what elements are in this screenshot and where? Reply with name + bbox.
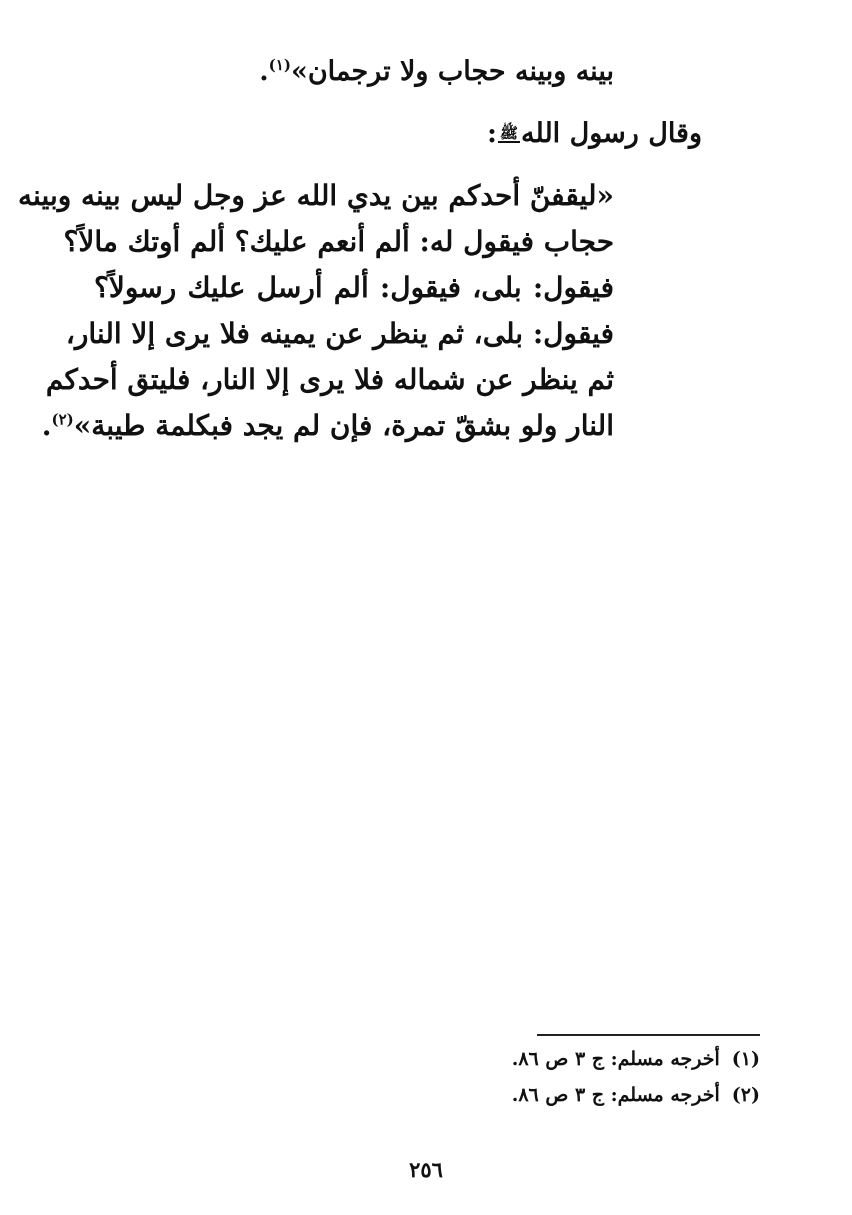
footnote-2	[512, 1086, 760, 1105]
footnote-1-text: أخرجه مسلم: ج ٣ ص ٨٦.	[511, 1048, 720, 1070]
hadith-line-1: «ليقفنّ أحدكم بين يدي الله عز وجل ليس بينه وبينه	[18, 179, 614, 212]
hadith-line-5: ثم ينظر عن شماله فلا يرى إلا النار، فليتق أحدكم	[45, 363, 614, 396]
hadith-line-6-text: النار ولو بشقّ تمرة، فإن لم يجد فبكلمة طيبة»	[73, 409, 614, 442]
hadith-intro	[487, 120, 702, 147]
intro-text: وقال رسول الله	[521, 118, 702, 149]
continuation-period: .	[259, 56, 269, 87]
continuation-line	[259, 58, 614, 85]
honorific-glyph: ﷺ	[499, 124, 519, 142]
footnote-1-number: (١)	[731, 1048, 760, 1070]
hadith-line-6	[41, 403, 614, 449]
footnote-2-text: أخرجه مسلم: ج ٣ ص ٨٦.	[511, 1084, 720, 1106]
hadith-line-4: فيقول: بلى، ثم ينظر عن يمينه فلا يرى إلا النار،	[65, 317, 614, 350]
hadith-line-2: حجاب فيقول له: ألم أنعم عليك؟ ألم أوتك مالاً؟	[63, 225, 614, 258]
page-number: ٢٥٦	[409, 1157, 443, 1182]
continuation-text: بينه وبينه حجاب ولا ترجمان»	[290, 56, 614, 87]
footnote-ref-2: (٢)	[51, 410, 74, 429]
hadith-text	[18, 173, 614, 449]
hadith-line-6-period: .	[41, 409, 52, 442]
footnote-2-number: (٢)	[731, 1084, 760, 1106]
footnote-separator	[537, 1034, 760, 1036]
footnote-ref-1: (١)	[268, 56, 291, 74]
footnote-1	[512, 1050, 760, 1069]
intro-colon: :	[486, 118, 497, 149]
hadith-line-3: فيقول: بلى، فيقول: ألم أرسل عليك رسولاً؟	[94, 271, 614, 304]
